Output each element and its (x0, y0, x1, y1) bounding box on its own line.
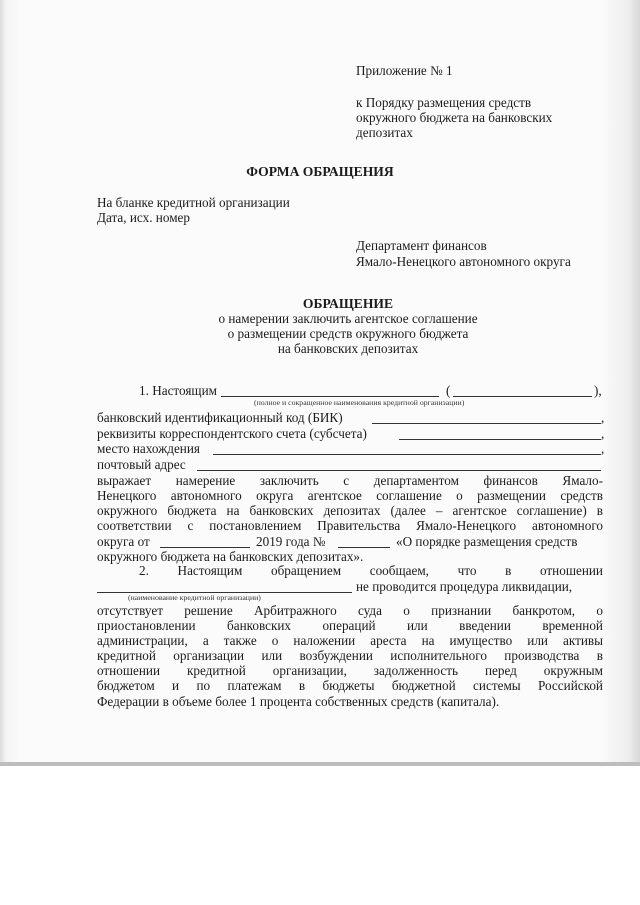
para2-line-1: 2. Настоящим обращением сообщаем, что в отношении (139, 563, 603, 578)
org-name-blank (221, 396, 439, 397)
corr-account-label: реквизиты корреспондентского счета (субсчета) (97, 426, 367, 441)
para2-line-8: бюджетом и по платежам в бюджеты бюджетной системы Российской (97, 678, 603, 693)
decree-number-blank (338, 547, 390, 548)
decree-date-blank (160, 547, 250, 548)
open-paren: ( (446, 383, 451, 398)
date-suffix: «О порядке размещения средств (396, 534, 578, 549)
org-short-name-blank (453, 396, 592, 397)
para1-line-3: окружного бюджета на банковских депозитах (далее – агентское соглашение) в (97, 503, 603, 518)
org-name-caption: (полное и сокращенное наименования кредитной организации) (254, 398, 465, 407)
para2-line-2: не проводится процедура ликвидации, (356, 579, 573, 594)
postal-label: почтовый адрес (97, 457, 186, 472)
addressee-line-1: Департамент финансов (356, 238, 487, 253)
document-title: ОБРАЩЕНИЕ (302, 296, 394, 311)
letterhead-line-1: На бланке кредитной организации (97, 195, 290, 210)
para2-line-4: приостановлении банковских операций или введении временной (97, 618, 603, 633)
location-comma: , (601, 441, 605, 456)
page-edge (0, 762, 640, 766)
form-title: ФОРМА ОБРАЩЕНИЯ (246, 164, 394, 179)
appendix-number: Приложение № 1 (356, 63, 453, 78)
para2-line-6: кредитной организации или возбуждении исполнительного производства в (97, 648, 603, 663)
appendix-line-4: депозитах (356, 125, 413, 140)
letterhead-line-2: Дата, исх. номер (97, 210, 190, 225)
para1-start: 1. Настоящим (139, 383, 217, 398)
org-name-caption-2: (наименование кредитной организации) (128, 593, 261, 602)
postal-blank (197, 470, 601, 471)
appendix-line-2: к Порядку размещения средств (356, 95, 532, 110)
para2-line-5: администрации, а также о наложении ареста на имущество или активы (97, 633, 603, 648)
corr-account-comma: , (601, 426, 605, 441)
date-prefix: округа от (97, 534, 150, 549)
para2-line-3: отсутствует решение Арбитражного суда о признании банкротом, о (97, 603, 603, 618)
date-mid: 2019 года № (256, 534, 326, 549)
bik-comma: , (601, 410, 605, 425)
close-paren: ), (594, 383, 602, 398)
para2-line-7: отношении кредитной организации, задолженность перед окружным (97, 663, 603, 678)
appendix-line-3: окружного бюджета на банковских (356, 110, 553, 125)
bik-blank (372, 423, 601, 424)
para1-last-line: окружного бюджета на банковских депозитах». (97, 549, 364, 564)
para1-line-1: выражает намерение заключить с департаментом финансов Ямало- (97, 473, 603, 488)
corr-account-blank (399, 439, 601, 440)
subtitle-line-1: о намерении заключить агентское соглашение (218, 311, 478, 326)
para1-line-2: Ненецкого автономного округа агентское соглашение о размещении средств (97, 488, 603, 503)
subtitle-line-2: о размещении средств окружного бюджета (227, 326, 469, 341)
bik-label: банковский идентификационный код (БИК) (97, 410, 343, 425)
para1-line-4: соответствии с постановлением Правительства Ямало-Ненецкого автономного (97, 518, 603, 533)
location-blank (213, 454, 601, 455)
para2-last-line: Федерации в объеме более 1 процента собственных средств (капитала). (97, 694, 500, 709)
subtitle-line-3: на банковских депозитах (277, 341, 419, 356)
addressee-line-2: Ямало-Ненецкого автономного округа (356, 254, 571, 269)
location-label: место нахождения (97, 441, 200, 456)
